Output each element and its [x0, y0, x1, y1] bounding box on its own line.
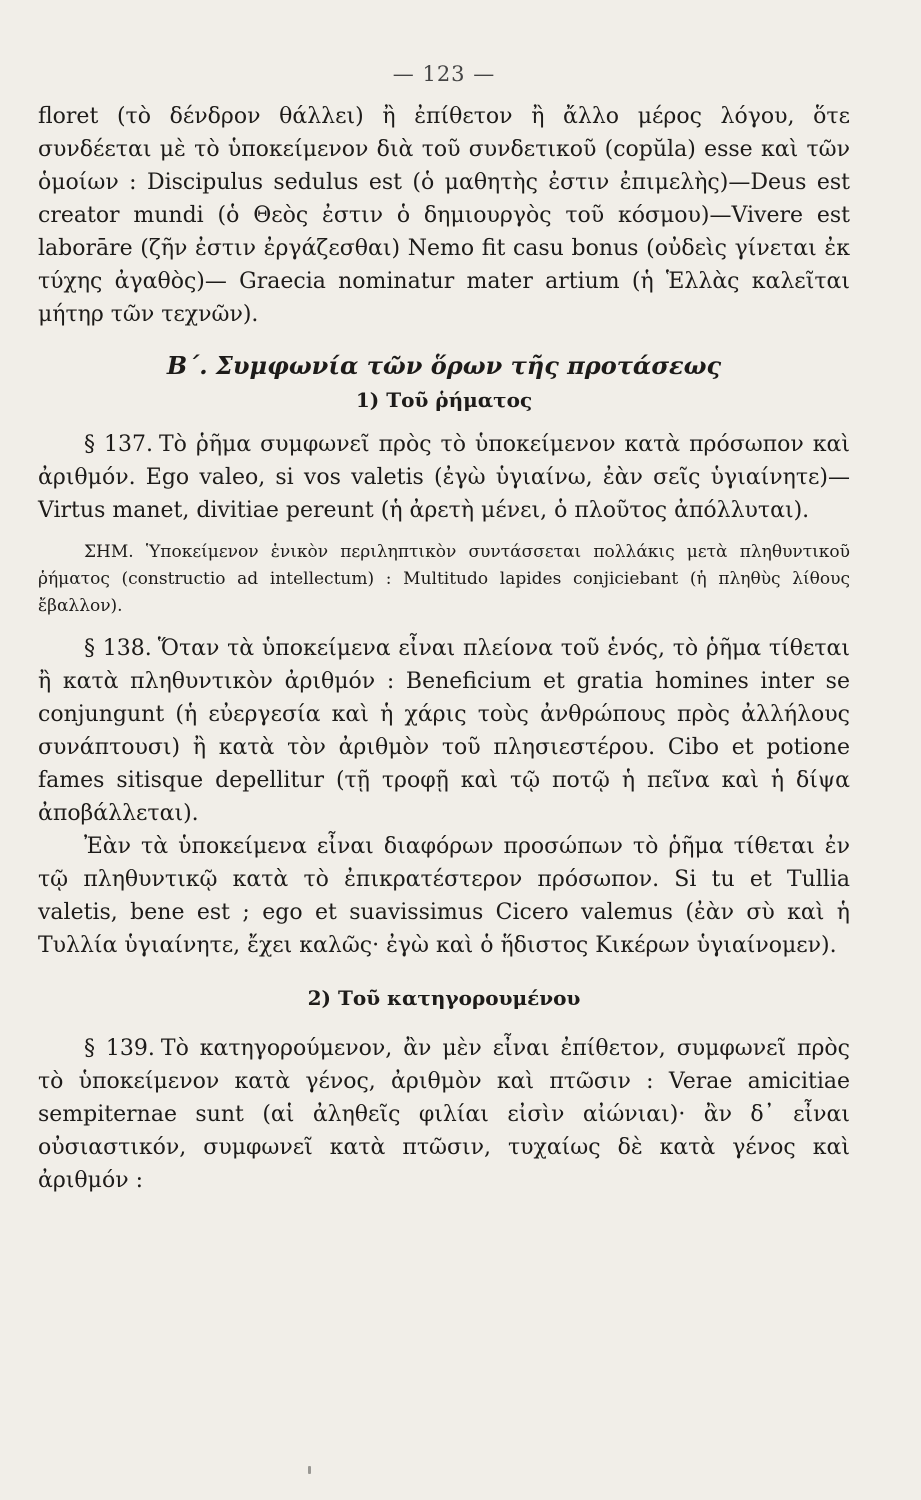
section-number-137: § 137.	[84, 432, 153, 457]
subheading-verb: 1) Τοῦ ῥήματος	[355, 388, 533, 412]
paragraph-137	[38, 428, 850, 527]
section-number-138: § 138.	[84, 636, 152, 661]
section-number-139: § 139.	[84, 1036, 155, 1061]
paragraph-138-text: Ὅταν τὰ ὑποκείμενα εἶναι πλείονα τοῦ ἑνός, τὸ ῥῆμα τίθεται ἢ κατὰ πληθυντικὸν ἀριθμόν : Beneficium et gratia homines inter se conjungunt (ἡ εὐεργεσία καὶ ἡ χάρις τοὺς ἀνθρώπους πρὸς ἀλλήλους συνάπτουσι) ἢ κατὰ τὸν ἀριθμὸν τοῦ πλησιεστέρου. Cibo et potione fames sitisque depellitur (τῇ τροφῇ καὶ τῷ ποτῷ ἡ πεῖνα καὶ ἡ δίψα ἀποβάλλεται).	[38, 636, 851, 826]
paragraph-139	[38, 1032, 850, 1197]
note-label: ΣΗΜ.	[84, 542, 134, 562]
paragraph-139-text: Τὸ κατηγορούμενον, ἂν μὲν εἶναι ἐπίθετον, συμφωνεῖ πρὸς τὸ ὑποκείμενον κατὰ γένος, ἀριθμὸν καὶ πτῶσιν : Verae amicitiae sempiternae sunt (αἱ ἀληθεῖς φιλίαι εἰσὶν αἰώνιαι)· ἂν δ᾽ εἶναι οὐσιαστικόν, συμφωνεῖ κατὰ πτῶσιν, τυχαίως δὲ κατὰ γένος καὶ ἀριθμόν :	[38, 1036, 850, 1193]
paragraph-137-text: Τὸ ῥῆμα συμφωνεῖ πρὸς τὸ ὑποκείμενον κατὰ πρόσωπον καὶ ἀριθμόν. Ego valeo, si vos valetis (ἐγὼ ὑγιαίνω, ἐὰν σεῖς ὑγιαίνητε)—Virtus manet, divitiae pereunt (ἡ ἀρετὴ μένει, ὁ πλοῦτος ἀπόλλυται).	[38, 432, 850, 523]
page-number: — 123 —	[392, 62, 496, 86]
subheading-predicate: 2) Τοῦ κατηγορουμένου	[307, 986, 581, 1010]
paragraph-138	[38, 632, 850, 830]
section-heading: Β΄. Συμφωνία τῶν ὅρων τῆς προτάσεως	[166, 351, 722, 380]
paper-speck	[308, 1466, 311, 1474]
note-text: Ὑποκείμενον ἑνικὸν περιληπτικὸν συντάσσεται πολλάκις μετὰ πληθυντικοῦ ῥήματος (constructio ad intellectum) : Multitudo lapides conjiciebant (ἡ πληθὺς λίθους ἔβαλλον).	[38, 542, 851, 616]
intro-paragraph: floret (τὸ δένδρον θάλλει) ἢ ἐπίθετον ἢ ἄλλο μέρος λόγου, ὅτε συνδέεται μὲ τὸ ὑποκείμενον διὰ τοῦ συνδετικοῦ (copŭla) esse καὶ τῶν ὁμοίων : Discipulus sedulus est (ὁ μαθητὴς ἐστιν ἐπιμελὴς)—Deus est creator mundi (ὁ Θεὸς ἐστιν ὁ δημιουργὸς τοῦ κόσμου)—Vivere est laborāre (ζῆν ἐστιν ἐργάζεσθαι) Nemo fit casu bonus (οὐδεὶς γίνεται ἐκ τύχης ἀγαθὸς)— Graecia nominatur mater artium (ἡ Ἑλλὰς καλεῖται μήτηρ τῶν τεχνῶν).	[38, 104, 850, 327]
note-paragraph	[38, 539, 850, 620]
book-page	[38, 62, 850, 1197]
paragraph-138b: Ἐὰν τὰ ὑποκείμενα εἶναι διαφόρων προσώπων τὸ ῥῆμα τίθεται ἐν τῷ πληθυντικῷ κατὰ τὸ ἐπικρατέστερον πρόσωπον. Si tu et Tullia valetis, bene est ; ego et suavissimus Cicero valemus (ἐὰν σὺ καὶ ἡ Τυλλία ὑγιαίνητε, ἔχει καλῶς· ἐγὼ καὶ ὁ ἥδιστος Κικέρων ὑγιαίνομεν).	[38, 834, 850, 958]
